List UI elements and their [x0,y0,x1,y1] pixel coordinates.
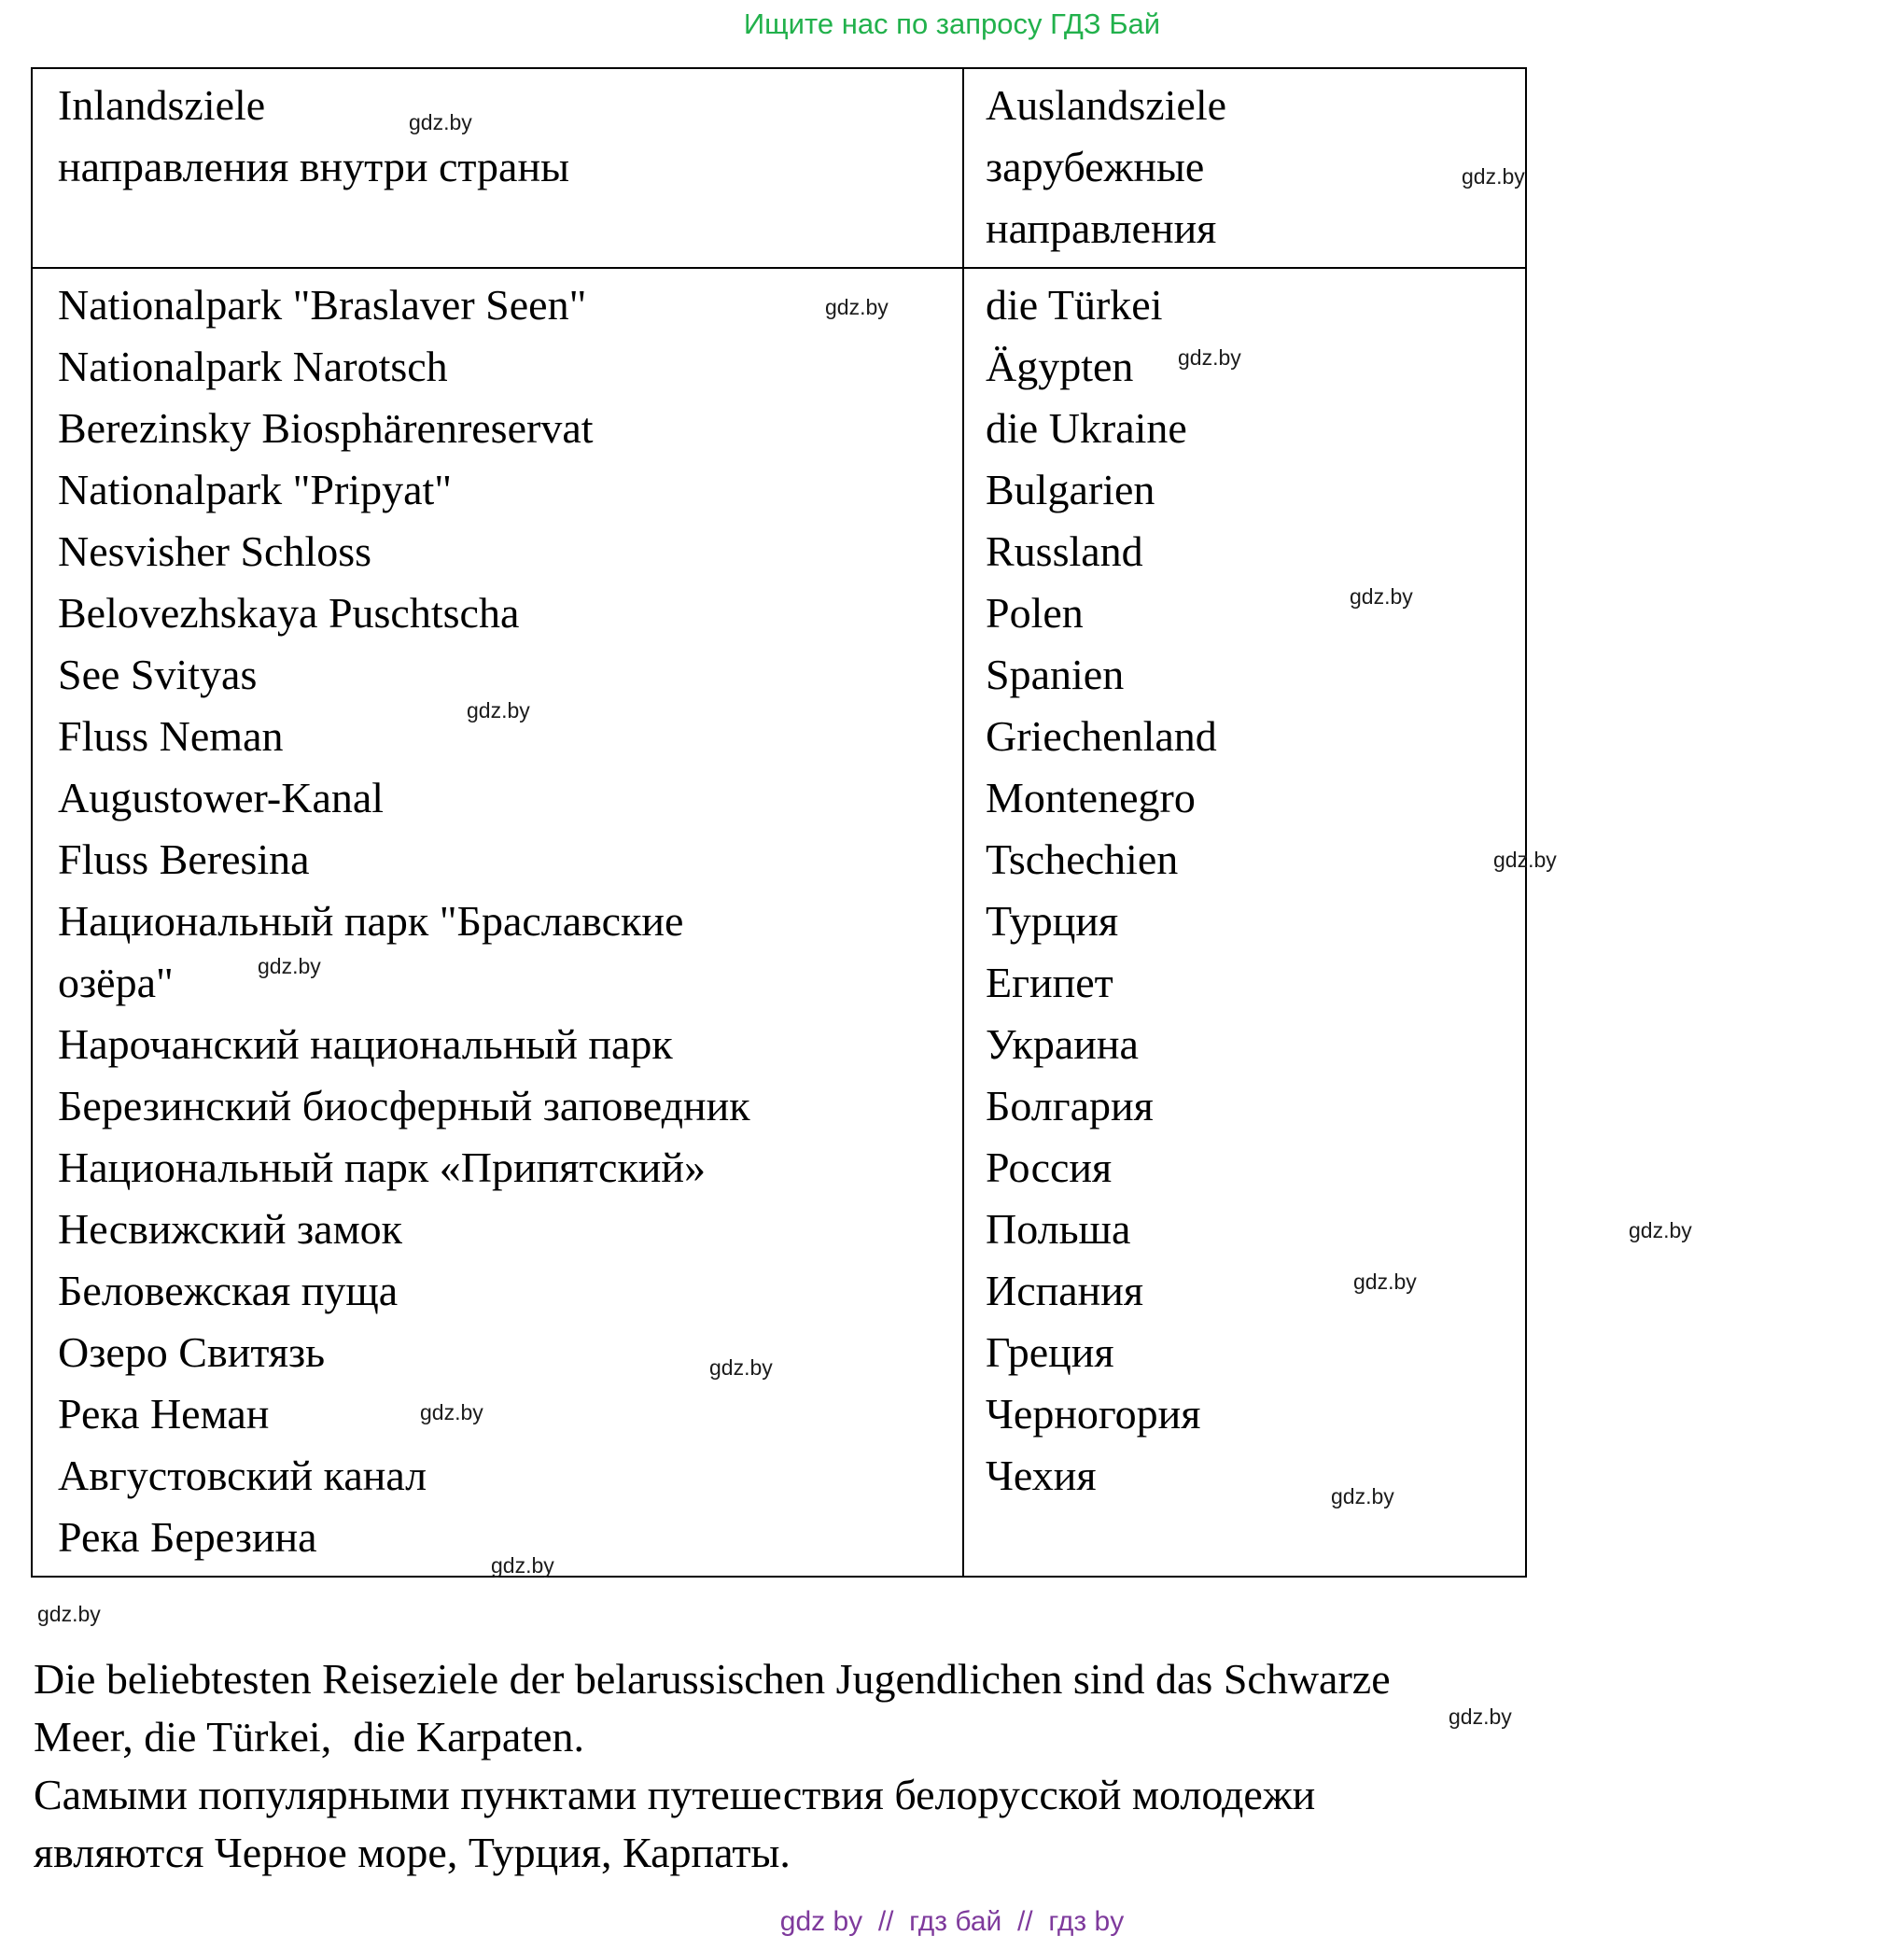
gdz-watermark: gdz.by [1449,1704,1512,1729]
gdz-watermark: gdz.by [258,954,321,978]
summary-text [34,1650,1882,1882]
header-inland-line: направления внутри страны [58,143,569,190]
header-ausland-line: Auslandsziele [986,81,1227,129]
gdz-watermark: gdz.by [491,1553,554,1578]
header-ausland-line: зарубежные [986,143,1205,190]
gdz-watermark: gdz.by [709,1355,773,1380]
summary-russian-line: Самыми популярными пунктами путешествия белорусской молодежи [34,1771,1316,1818]
ausland-item: Болгария [986,1082,1154,1129]
inland-cell [32,268,963,1577]
inland-item: Belovezhskaya Puschtscha [58,589,520,637]
table-header-inland [32,68,963,268]
inland-item: Nationalpark Narotsch [58,343,448,390]
table-body-row [32,268,1526,1577]
ausland-item: Египет [986,959,1113,1006]
ausland-item: Ägypten [986,343,1134,390]
inland-item: Национальный парк "Браславские [58,897,684,945]
gdz-watermark: gdz.by [1493,848,1557,872]
gdz-watermark: gdz.by [1353,1270,1417,1294]
gdz-watermark: gdz.by [409,110,472,134]
ausland-item: Испания [986,1267,1144,1314]
ausland-item: Montenegro [986,774,1196,821]
ausland-item: Spanien [986,651,1125,698]
ausland-item: Чехия [986,1452,1097,1499]
ausland-item: Bulgarien [986,466,1155,513]
inland-item: Fluss Beresina [58,835,310,883]
ausland-item: Tschechien [986,835,1179,883]
gdz-watermark: gdz.by [1462,164,1525,189]
inland-item: Несвижский замок [58,1205,403,1253]
inland-item: Национальный парк «Припятский» [58,1143,707,1191]
inland-item: Nesvisher Schloss [58,527,372,575]
summary-german-line: Meer, die Türkei, die Karpaten. [34,1713,584,1761]
table-header-row [32,68,1526,268]
ausland-item: Россия [986,1143,1113,1191]
footer-queries: gdz by // гдз бай // гдз by [779,1906,1125,1937]
inland-item: Беловежская пуща [58,1267,399,1314]
ausland-item: die Ukraine [986,404,1187,452]
inland-item: Nationalpark "Braslaver Seen" [58,281,587,329]
header-inland-line: Inlandsziele [58,81,266,129]
inland-item: Река Неман [58,1390,270,1438]
summary-russian-line: являются Черное море, Турция, Карпаты. [34,1829,791,1876]
inland-item: Августовский канал [58,1452,427,1499]
inland-item: See Svityas [58,651,258,698]
ausland-item: Черногория [986,1390,1201,1438]
inland-item: Березинский биосферный заповедник [58,1082,750,1129]
ausland-item: Украина [986,1020,1139,1068]
search-hint-banner: Ищите нас по запросу ГДЗ Бай [743,7,1161,40]
inland-item: Nationalpark "Pripyat" [58,466,453,513]
inland-list [33,269,962,1576]
inland-item: Fluss Neman [58,712,284,760]
gdz-watermark: gdz.by [1178,345,1241,370]
header-ausland-line: направления [986,204,1217,252]
ausland-item: Турция [986,897,1119,945]
ausland-list [964,269,1525,1514]
gdz-watermark: gdz.by [1331,1484,1394,1508]
inland-item: Berezinsky Biosphärenreservat [58,404,594,452]
table-header-ausland [963,68,1526,268]
ausland-item: Греция [986,1328,1114,1376]
inland-item: Река Березина [58,1513,317,1561]
gdz-watermark: gdz.by [467,698,530,722]
inland-item: Озеро Свитязь [58,1328,326,1376]
inland-item: Нарочанский национальный парк [58,1020,673,1068]
ausland-item: Polen [986,589,1084,637]
ausland-item: Russland [986,527,1143,575]
gdz-watermark: gdz.by [1350,584,1413,609]
destinations-table [31,67,1527,1578]
ausland-item: die Türkei [986,281,1163,329]
gdz-watermark: gdz.by [420,1400,483,1424]
gdz-watermark: gdz.by [37,1602,101,1626]
inland-item: Augustower-Kanal [58,774,385,821]
ausland-item: Польша [986,1205,1131,1253]
gdz-watermark: gdz.by [825,295,889,319]
ausland-item: Griechenland [986,712,1217,760]
inland-item: озёра" [58,959,174,1006]
ausland-cell [963,268,1526,1577]
gdz-watermark: gdz.by [1629,1218,1692,1242]
summary-german-line: Die beliebtesten Reiseziele der belarussischen Jugendlichen sind das Schwarze [34,1655,1391,1703]
